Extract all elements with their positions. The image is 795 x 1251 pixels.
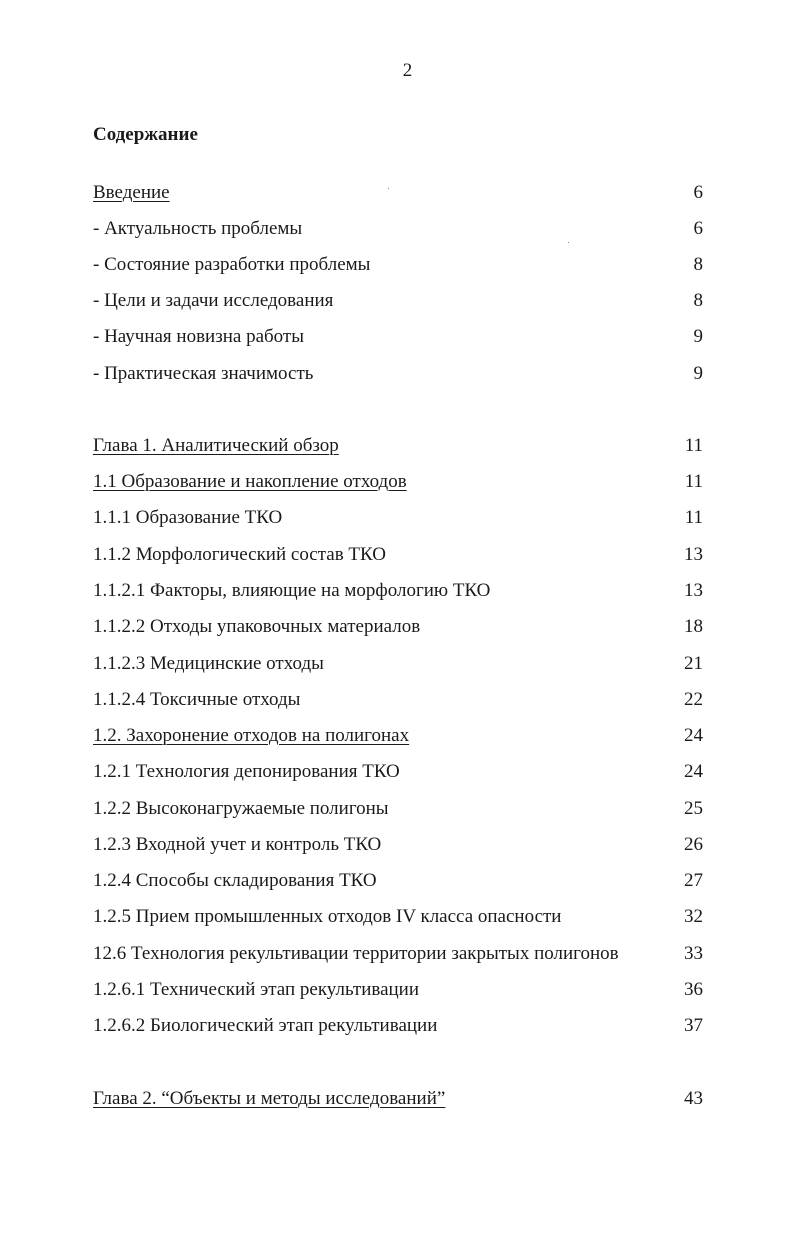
toc-heading: Содержание (93, 124, 198, 145)
toc-entry-title: 12.6 Технология рекультивации территории закрытых полигонов (93, 943, 619, 964)
toc-entry[interactable] (93, 830, 703, 860)
toc-entry-page: 6 (693, 218, 703, 239)
toc-entry-title: 1.1.1 Образование ТКО (93, 507, 283, 528)
toc-entry-page: 26 (684, 834, 703, 855)
toc-entry-title: - Научная новизна работы (93, 326, 304, 347)
toc-entry[interactable] (93, 467, 703, 497)
toc-entry-title: - Цели и задачи исследования (93, 290, 334, 311)
toc-entry-title: 1.2. Захоронение отходов на полигонах (93, 725, 410, 746)
toc-entry-page: 21 (684, 653, 703, 674)
toc-entry-title: 1.2.4 Способы складирования ТКО (93, 870, 377, 891)
toc-entry-page: 13 (684, 544, 703, 565)
toc-entry[interactable] (93, 540, 703, 570)
toc-entry[interactable] (93, 214, 703, 244)
toc-entry-title: 1.2.2 Высоконагружаемые полигоны (93, 798, 389, 819)
toc-entry-title: 1.1.2.4 Токсичные отходы (93, 689, 301, 710)
toc-entry-title: - Практическая значимость (93, 363, 314, 384)
toc-entry[interactable] (93, 359, 703, 389)
toc-entry[interactable] (93, 178, 703, 208)
toc-entry-page: 25 (684, 798, 703, 819)
toc-entry-page: 8 (693, 290, 703, 311)
toc-entry[interactable] (93, 939, 703, 969)
toc-entry-page: 11 (684, 471, 703, 492)
scan-speck (568, 242, 569, 243)
toc-entry-page: 37 (684, 1015, 703, 1036)
page-number: 2 (402, 60, 413, 81)
toc-entry[interactable] (93, 1084, 703, 1114)
toc-entry-title: 1.2.1 Технология депонирования ТКО (93, 761, 400, 782)
toc-entry-title: - Состояние разработки проблемы (93, 254, 371, 275)
toc-entry-page: 8 (693, 254, 703, 275)
toc-entry[interactable] (93, 576, 703, 606)
toc-entry-title: 1.1.2 Морфологический состав ТКО (93, 544, 386, 565)
toc-entry-page: 18 (684, 616, 703, 637)
toc-entry-page: 24 (684, 761, 703, 782)
toc-entry-page: 11 (684, 435, 703, 456)
toc-entry-page: 9 (693, 326, 703, 347)
toc-entry-title: Глава 1. Аналитический обзор (93, 435, 339, 456)
toc-entry[interactable] (93, 794, 703, 824)
toc-entry[interactable] (93, 612, 703, 642)
toc-entry-page: 36 (684, 979, 703, 1000)
scan-speck (388, 188, 389, 189)
toc-entry-page: 24 (684, 725, 703, 746)
toc-entry[interactable] (93, 975, 703, 1005)
toc-entry[interactable] (93, 902, 703, 932)
toc-entry[interactable] (93, 1011, 703, 1041)
toc-entry-page: 13 (684, 580, 703, 601)
toc-entry[interactable] (93, 685, 703, 715)
toc-entry-title: 1.2.6.2 Биологический этап рекультивации (93, 1015, 438, 1036)
toc-entry-page: 9 (693, 363, 703, 384)
toc-entry[interactable] (93, 431, 703, 461)
toc-entry-page: 27 (684, 870, 703, 891)
toc-entry-page: 22 (684, 689, 703, 710)
toc-entry-title: 1.2.6.1 Технический этап рекультивации (93, 979, 420, 1000)
toc-entry-page: 11 (684, 507, 703, 528)
toc-entry-title: - Актуальность проблемы (93, 218, 303, 239)
toc-entry-title: 1.1.2.2 Отходы упаковочных материалов (93, 616, 421, 637)
toc-entry-page: 6 (693, 182, 703, 203)
toc-entry-title: 1.2.3 Входной учет и контроль ТКО (93, 834, 382, 855)
toc-entry-title: 1.2.5 Прием промышленных отходов IV класса опасности (93, 906, 562, 927)
toc-entry[interactable] (93, 286, 703, 316)
toc-entry-page: 43 (684, 1088, 703, 1109)
toc-entry[interactable] (93, 250, 703, 280)
toc-entry[interactable] (93, 721, 703, 751)
toc-entry-title: 1.1.2.1 Факторы, влияющие на морфологию ТКО (93, 580, 491, 601)
toc-entry[interactable] (93, 322, 703, 352)
toc-entry-title: Введение (93, 182, 170, 203)
toc-entry-title: Глава 2. “Объекты и методы исследований” (93, 1088, 446, 1109)
toc-entry[interactable] (93, 649, 703, 679)
toc-entry-title: 1.1.2.3 Медицинские отходы (93, 653, 324, 674)
toc-entry-page: 33 (684, 943, 703, 964)
toc-entry-page: 32 (684, 906, 703, 927)
toc-entry[interactable] (93, 866, 703, 896)
toc-entry[interactable] (93, 503, 703, 533)
toc-entry[interactable] (93, 757, 703, 787)
toc-entry-title: 1.1 Образование и накопление отходов (93, 471, 407, 492)
